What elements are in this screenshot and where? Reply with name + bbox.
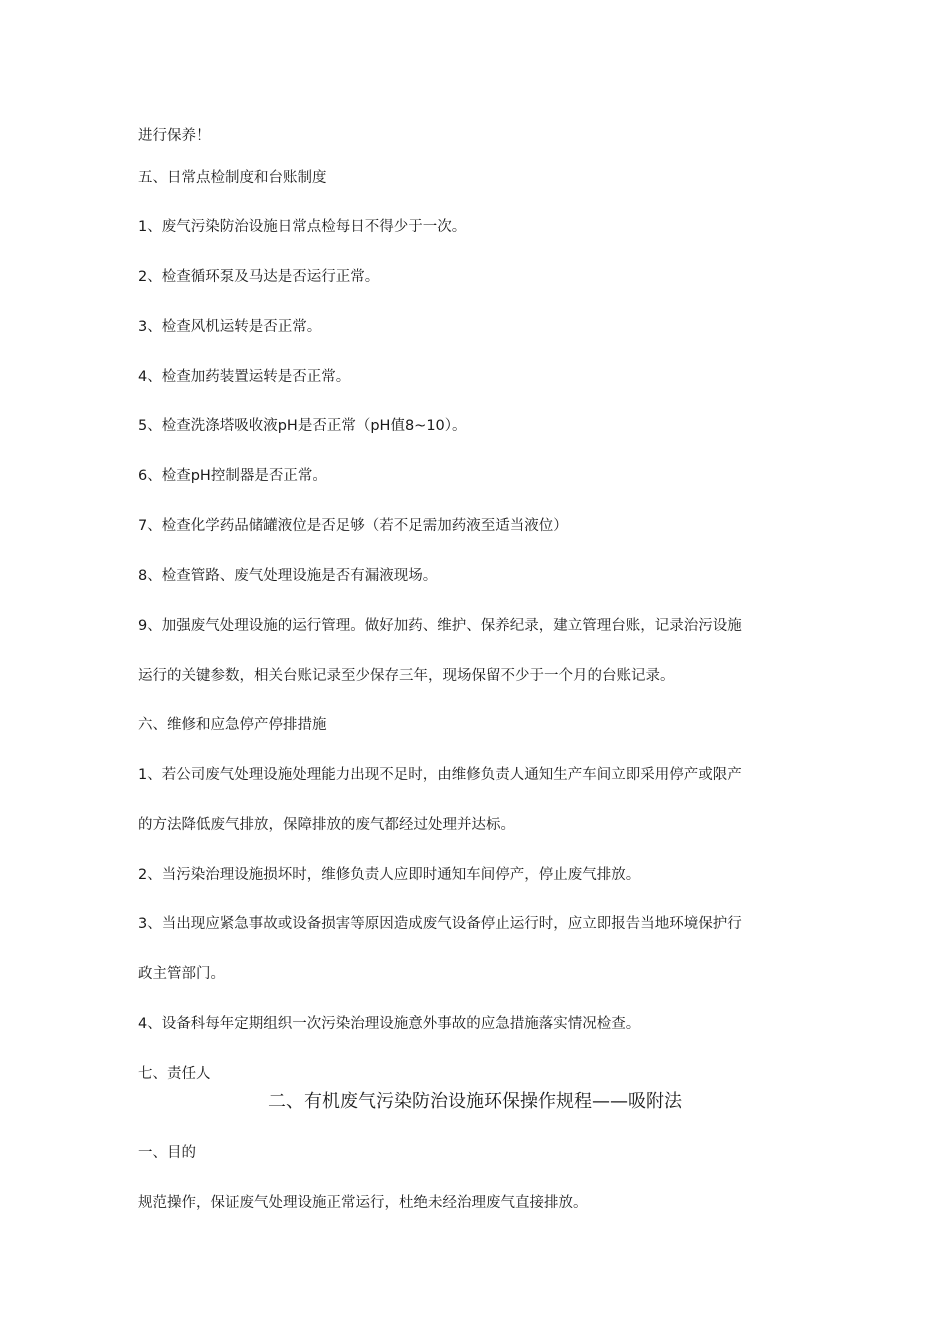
text-line: 1、废气污染防治设施日常点检每日不得少于一次。 xyxy=(138,219,467,235)
text-line: 4、设备科每年定期组织一次污染治理设施意外事故的应急措施落实情况检查。 xyxy=(138,1016,641,1032)
text-line: 的方法降低废气排放，保障排放的废气都经过处理并达标。 xyxy=(138,817,515,833)
text-line: 6、检查pH控制器是否正常。 xyxy=(138,468,327,484)
text-line: 2、检查循环泵及马达是否运行正常。 xyxy=(138,269,380,285)
section-title: 二、有机废气污染防治设施环保操作规程——吸附法 xyxy=(268,1091,682,1112)
text-line: 政主管部门。 xyxy=(138,966,225,982)
text-line: 3、检查风机运转是否正常。 xyxy=(138,319,322,335)
text-line: 4、检查加药装置运转是否正常。 xyxy=(138,369,351,385)
text-line: 运行的关键参数，相关台账记录至少保存三年，现场保留不少于一个月的台账记录。 xyxy=(138,668,675,684)
section-heading: 五、日常点检制度和台账制度 xyxy=(138,170,327,186)
text-line: 2、当污染治理设施损坏时，维修负责人应即时通知车间停产，停止废气排放。 xyxy=(138,867,641,883)
text-line: 5、检查洗涤塔吸收液pH是否正常（pH值8~10）。 xyxy=(138,418,467,434)
section-heading: 一、目的 xyxy=(138,1145,196,1161)
text-line: 9、加强废气处理设施的运行管理。做好加药、维护、保养纪录，建立管理台账，记录治污设施 xyxy=(138,618,742,634)
text-line: 规范操作，保证废气处理设施正常运行，杜绝未经治理废气直接排放。 xyxy=(138,1195,588,1211)
section-heading: 六、维修和应急停产停排措施 xyxy=(138,717,327,733)
text-line: 进行保养！ xyxy=(138,128,211,144)
text-line: 7、检查化学药品储罐液位是否足够（若不足需加药液至适当液位） xyxy=(138,518,568,534)
text-line: 1、若公司废气处理设施处理能力出现不足时，由维修负责人通知生产车间立即采用停产或限产 xyxy=(138,767,742,783)
text-line: 3、当出现应紧急事故或设备损害等原因造成废气设备停止运行时，应立即报告当地环境保护行 xyxy=(138,916,742,932)
section-heading: 七、责任人 xyxy=(138,1066,211,1082)
text-line: 8、检查管路、废气处理设施是否有漏液现场。 xyxy=(138,568,438,584)
